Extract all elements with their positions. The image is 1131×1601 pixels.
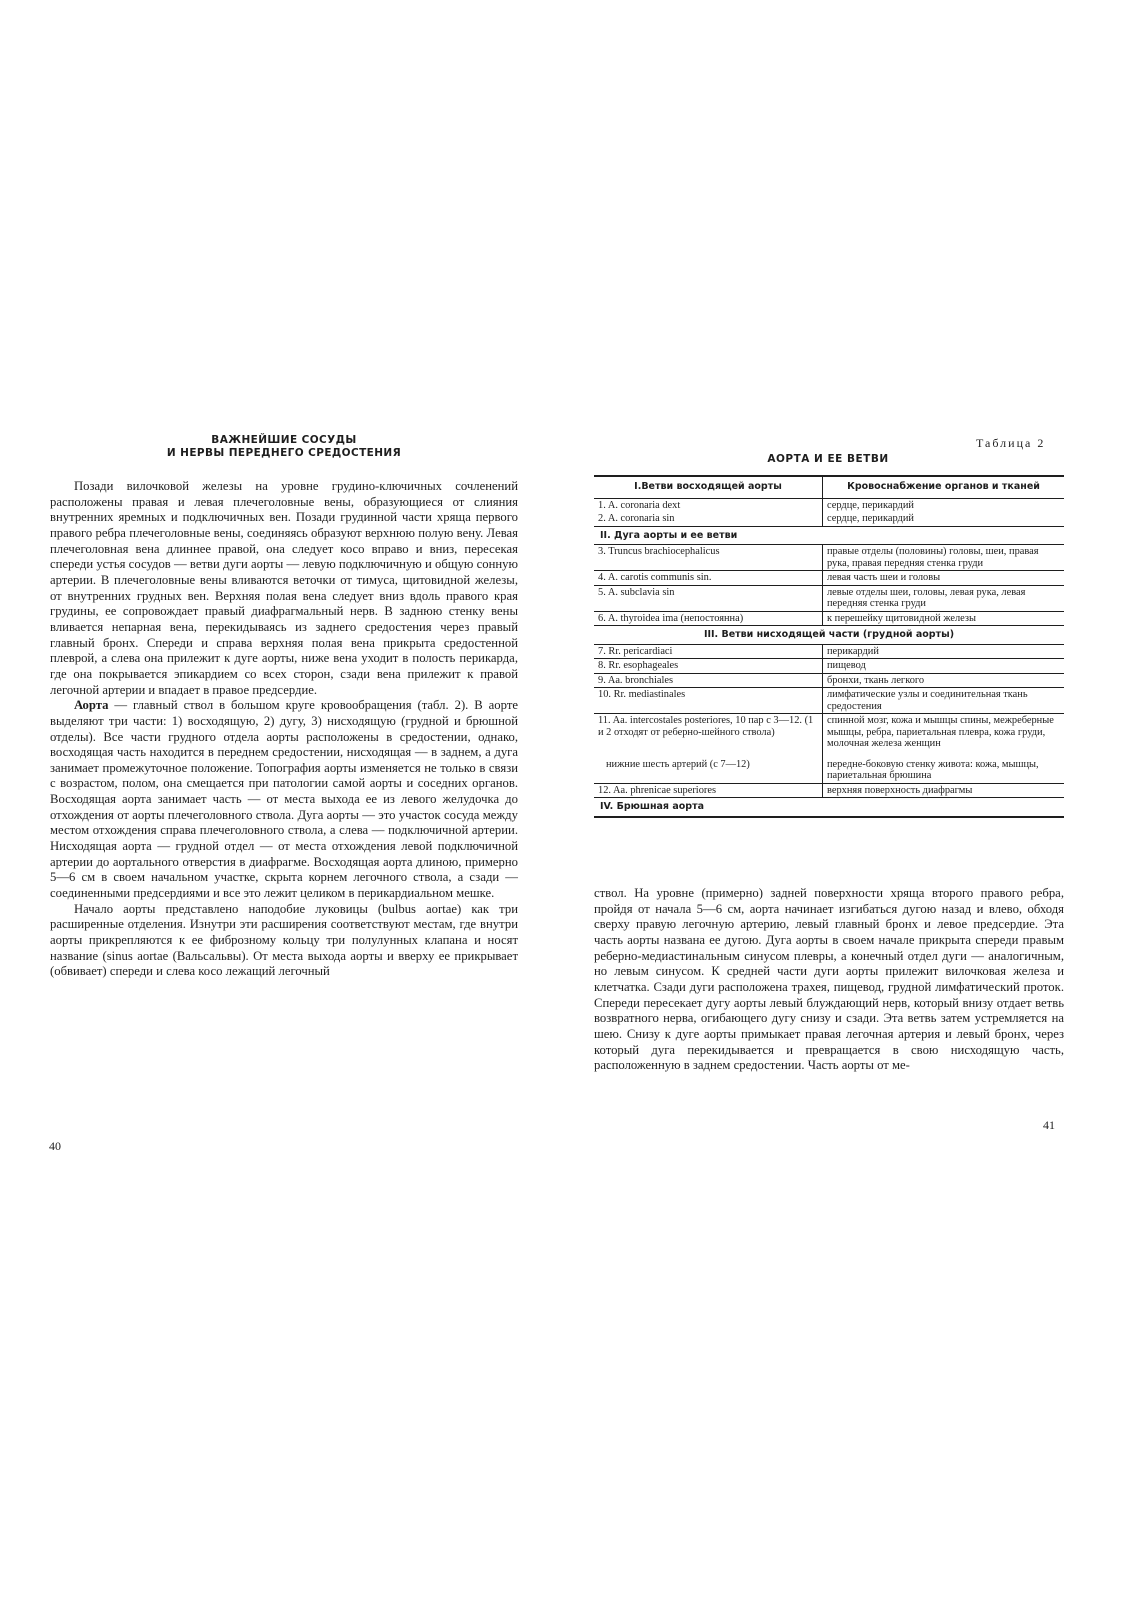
table-row (594, 611, 1064, 626)
table-row (594, 571, 1064, 586)
branch-cell: 2. A. coronaria sin (594, 512, 823, 526)
table-row (594, 585, 1064, 611)
heading-line-2: И НЕРВЫ ПЕРЕДНЕГО СРЕДОСТЕНИЯ (166, 447, 402, 459)
supply-cell: передне-боковую стенку живота: кожа, мышцы, париетальная брюшина (823, 751, 1065, 784)
column-header-blood-supply: Кровоснабжение органов и тканей (823, 476, 1065, 498)
heading-line-1: ВАЖНЕЙШИЕ СОСУДЫ (211, 434, 357, 446)
right-text-column (594, 886, 1064, 1074)
table-row (594, 714, 1064, 751)
branch-cell: 11. Aa. intercostales posteriores, 10 пар с 3—12. (1 и 2 отходят от реберно-шейного ствола) (594, 714, 823, 751)
table-row (594, 644, 1064, 659)
table-row (594, 688, 1064, 714)
supply-cell: верхняя поверхность диафрагмы (827, 784, 973, 796)
section-heading (50, 434, 518, 460)
table-section-row (594, 798, 1064, 817)
table-row (594, 673, 1064, 688)
aorta-term: Аорта (74, 698, 109, 713)
page-number-right: 41 (1043, 1118, 1055, 1132)
table-section-row (594, 526, 1064, 545)
supply-cell: бронхи, ткань легкого (823, 673, 1065, 688)
branch-cell: 4. A. carotis communis sin. (594, 571, 823, 586)
supply-cell: левые отделы шеи, головы, левая рука, левая передняя стенка груди (823, 585, 1065, 611)
supply-cell: перикардий (823, 644, 1065, 659)
branch-cell: 6. A. thyroidea ima (непостоянна) (594, 611, 823, 626)
column-header-branches: I.Ветви восходящей аорты (594, 476, 823, 498)
supply-cell: спинной мозг, кожа и мышцы спины, межреберные мышцы, ребра, париетальная плевра, кожа груди, молочная железа женщин (827, 715, 1054, 749)
table-caption: Таблица 2 (976, 436, 1046, 450)
left-page (0, 0, 565, 1601)
table-header-row (594, 476, 1064, 498)
branch-cell: 7. Rr. pericardiaci (594, 644, 823, 659)
branch-cell: 10. Rr. mediastinales (594, 688, 823, 714)
section-label: III. Ветви нисходящей части (грудной аорты) (594, 626, 1064, 645)
page-number-left: 40 (49, 1139, 61, 1153)
supply-cell: пищевод (823, 659, 1065, 674)
branch-cell: 1. A. coronaria dext (594, 498, 823, 512)
aorta-branches-table (594, 475, 1064, 818)
table-row (594, 498, 1064, 512)
left-paragraph-2 (50, 698, 518, 902)
branch-cell: 5. A. subclavia sin (594, 585, 823, 611)
supply-cell: сердце, перикардий (827, 513, 914, 524)
branch-cell: 8. Rr. esophageales (594, 659, 823, 674)
left-text-column (50, 434, 518, 980)
supply-cell: лимфатические узлы и соединительная ткань средостения (823, 688, 1065, 714)
table-section-row (594, 626, 1064, 645)
supply-cell: к перешейку щитовидной железы (827, 612, 976, 624)
right-page (565, 0, 1131, 1601)
section-label: IV. Брюшная аорта (594, 798, 1064, 817)
table-row (594, 545, 1064, 571)
table-row (594, 659, 1064, 674)
right-paragraph-1: ствол. На уровне (примерно) задней поверхности хряща второго правого ребра, пройдя от начала 5—6 см, аорта начинает изгибаться дугою назад и влево, обходя сверху правую легочную артерию, левый главный бронх и левое предсердие. Эта часть аорты названа ее дугою. Дуга аорты в своем начале прикрыта спереди правым реберно-медиастинальным синусом плевры, а конечный отдел дуги — аналогичным, но левым синусом. К средней части дуги аорты прилежит вилочковая железа и клетчатка. Сзади дуги расположена трахея, пищевод, грудной лимфатический проток. Спереди пересекает дугу аорты левый блуждающий нерв, который внизу отдает ветвь возвратного нерва, огибающего дугу снизу и сзади. Эта ветвь затем устремляется на шею. Снизу к дуге аорты примыкает правая легочная артерия и левый бронх, через который дуга перекидывается и превращается в свою нисходящую часть, расположенную в заднем средостении. Часть аорты от ме- (594, 886, 1064, 1073)
table-row (594, 512, 1064, 526)
left-paragraph-1: Позади вилочковой железы на уровне грудино-ключичных сочленений расположены правая и левая плечеголовные вены, образующиеся от слияния внутренних яремных и подключичных вен. Позади грудинной части хряща первого правого ребра плечеголовные вены, соединяясь образуют верхнюю полую вену. Левая плечеголовная вена длиннее правой, она следует косо вправо и вниз, пересекая спереди устья сосудов — ветви дуги аорты — левую подключичную и общую сонную артерии. В плечеголовные вены вливаются веточки от тимуса, щитовидной железы, от внутренних грудных вен. Верхняя полая вена следует вниз вдоль правого края грудины, ее сопровождает правый диафрагмальный нерв. В заднюю стенку вены вливается непарная вена, перекидываясь из заднего средостения через правый главный бронх. Спереди и справа верхняя полая вена прикрыта средостенной плеврой, а слева она прилежит к дуге аорты, ниже вена уходит в полость перикарда, где она покрывается эпикардием со всех сторон, сзади вена прилежит к правой легочной артерии и впадает в правое предсердие. (50, 479, 518, 697)
branch-cell: нижние шесть артерий (с 7—12) (594, 751, 823, 784)
section-label: II. Дуга аорты и ее ветви (594, 526, 1064, 545)
supply-cell: правые отделы (половины) головы, шеи, правая рука, правая передняя стенка груди (823, 545, 1065, 571)
supply-cell: левая часть шеи и головы (823, 571, 1065, 586)
left-paragraph-3: Начало аорты представлено наподобие луковицы (bulbus aortae) как три расширенные отделения. Изнутри эти расширения соответствуют местам, где внутри аорты прикрепляются к ее фиброзному кольцу три полулунных клапана и носят название (sinus aortae (Вальсальвы). От места выхода аорты и вверху ее прикрывает (обвивает) спереди и слева косо лежащий легочный (50, 901, 518, 979)
left-paragraph-2-text: — главный ствол в большом круге кровообращения (табл. 2). В аорте выделяют три части: 1) восходящую, 2) дугу, 3) нисходящую (грудной и брюшной отделы). Все части грудного отдела аорты расположены в средостении, однако, восходящая часть находится в переднем средостении, нисходящая — в заднем, а дуга занимает промежуточное положение. Топография аорты изменяется не только в связи с возрастом, полом, она смещается при патологии самой аорты и соседних органов. Восходящая аорта занимает часть — от места выхода ее из левого желудочка до отхождения от аорты плечеголовного ствола. Дуга аорты — это участок сосуда между местом отхождения справа плечеголовного ствола, а слева — подключичной артерии. Нисходящая аорта — грудной отдел — от места отхождения левой подключичной артерии до аортального отверстия в диафрагме. Восходящая аорта длиною, примерно 5—6 см в своем начальном участке, скрыта корнем легочного ствола, а сзади — соединенными предсердиями и все это лежит целиком в перикардиальном мешке. (50, 698, 518, 901)
branch-cell: 9. Aa. bronchiales (594, 673, 823, 688)
table-row (594, 783, 1064, 798)
branch-cell: 12. Aa. phrenicae superiores (594, 783, 823, 798)
supply-cell: сердце, перикардий (827, 499, 914, 511)
table-row (594, 751, 1064, 784)
table-title: АОРТА И ЕЕ ВЕТВИ (767, 453, 889, 465)
branch-cell: 3. Truncus brachiocephalicus (594, 545, 823, 571)
